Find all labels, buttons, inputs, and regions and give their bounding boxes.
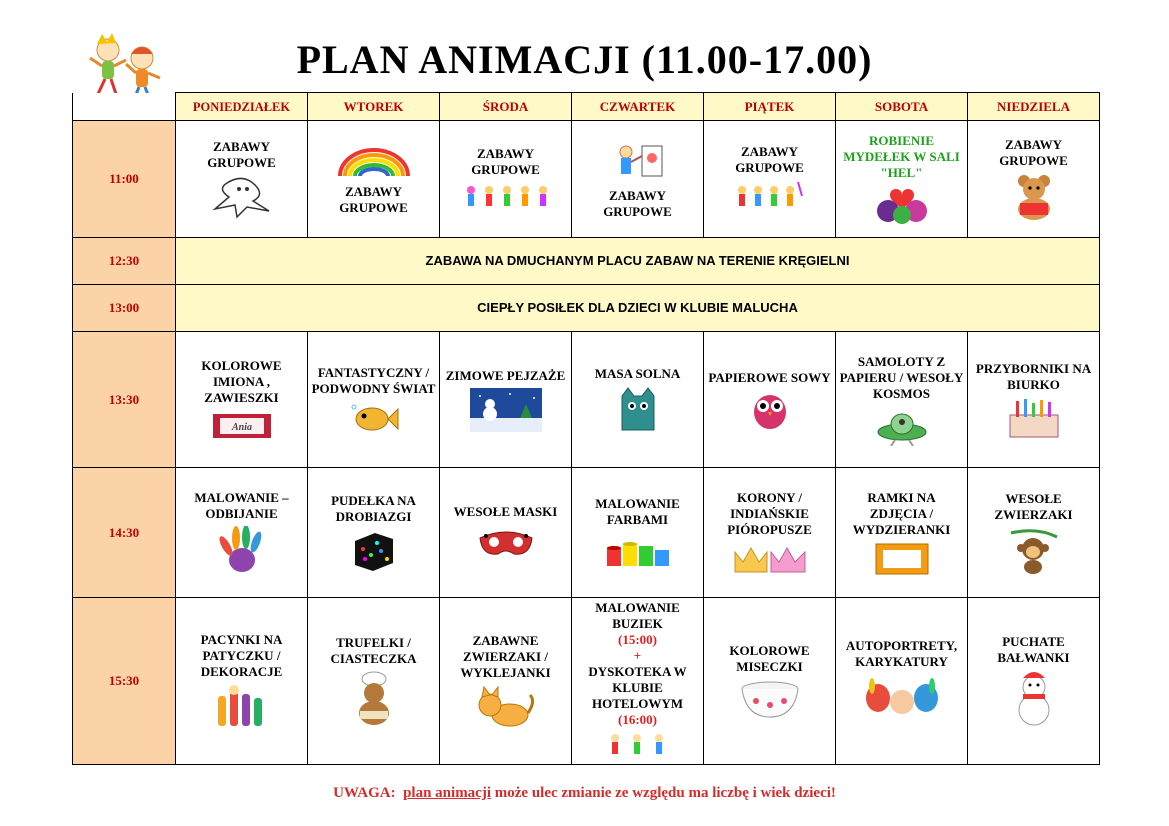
activity-label: PAPIEROWE SOWY [708, 369, 831, 385]
activity-cell [836, 332, 968, 468]
activity-cell [836, 468, 968, 598]
band-1230: ZABAWA NA DMUCHANYM PLACU ZABAW NA TERENIE KRĘGIELNI [176, 238, 1100, 285]
activity-label: ZABAWY GRUPOWE [735, 144, 804, 175]
time-note: (15:00) [618, 632, 657, 647]
activity-cell [704, 468, 836, 598]
activity-cell [704, 332, 836, 468]
activity-cell [968, 468, 1100, 598]
activity-label: WESOŁE ZWIERZAKI [994, 490, 1073, 522]
activity-cell [176, 598, 308, 765]
activity-cell [572, 332, 704, 468]
ufo-icon [875, 406, 929, 446]
ladybug-mask-icon [476, 524, 536, 562]
activity-label: ZABAWY GRUPOWE [999, 137, 1068, 168]
activity-cell [176, 121, 308, 238]
activity-cell [308, 332, 440, 468]
day-header-saturday: SOBOTA [836, 93, 968, 121]
days-header-row [73, 93, 1100, 121]
bowl-icon [738, 679, 802, 719]
row-1230 [73, 238, 1100, 285]
activity-cell [836, 598, 968, 765]
paper-crowns-icon [733, 542, 807, 576]
warning-note [0, 785, 1169, 802]
activity-cell [440, 468, 572, 598]
rainbow-kids-icon [334, 146, 414, 178]
activity-label: KORONY / INDIAŃSKIE PIÓROPUSZE [727, 489, 812, 537]
monkey-icon [1007, 527, 1061, 575]
row-1100 [73, 121, 1100, 238]
activity-cell [968, 121, 1100, 238]
activity-label: ZABAWY GRUPOWE [471, 146, 540, 177]
pencil-holder-icon [1004, 397, 1064, 439]
time-label: 13:00 [73, 285, 176, 332]
salt-dough-cat-icon [616, 386, 660, 434]
activity-label: PRZYBORNIKI NA BIURKO [975, 360, 1092, 392]
activity-cell [704, 121, 836, 238]
plus-sign: + [633, 648, 642, 663]
time-label: 15:30 [73, 598, 176, 765]
note-prefix: UWAGA: [333, 785, 396, 801]
activity-label: ZABAWY GRUPOWE [339, 184, 408, 215]
baker-bear-icon [346, 671, 402, 727]
time-label: 13:30 [73, 332, 176, 468]
activity-cell [440, 598, 572, 765]
gift-box-icon [351, 529, 397, 573]
activity-cell [572, 468, 704, 598]
activity-cell [308, 468, 440, 598]
activity-label: ZABAWY GRUPOWE [207, 139, 276, 170]
stick-puppets-icon [212, 684, 272, 730]
row-1300 [73, 285, 1100, 332]
activity-label: PUCHATE BAŁWANKI [997, 634, 1070, 665]
children-playing-icon [461, 182, 551, 212]
row-1530 [73, 598, 1100, 765]
day-header-sunday: NIEDZIELA [968, 93, 1100, 121]
painted-hands-icon [864, 674, 940, 724]
activity-label: ZABAWNE ZWIERZAKI / WYKLEJANKI [460, 633, 551, 680]
activity-label: AUTOPORTRETY, KARYKATURY [845, 638, 958, 669]
time-label: 12:30 [73, 238, 176, 285]
activity-label: KOLOROWE IMIONA , ZAWIESZKI [201, 357, 282, 405]
activity-cell [572, 121, 704, 238]
children-dancing-icon [732, 180, 808, 214]
activity-label: PUDEŁKA NA DROBIAZGI [331, 492, 416, 524]
activity-label: RAMKI NA ZDJĘCIA / WYDZIERANKI [852, 489, 951, 537]
time-label: 11:00 [73, 121, 176, 238]
note-text: może ulec zmianie ze względu ma liczbę i wiek dzieci! [494, 785, 836, 801]
name-tag-icon [212, 410, 272, 442]
activity-label: MALOWANIE – ODBIJANIE [194, 489, 289, 521]
activity-label: PACYNKI NA PATYCZKU / DEKORACJE [200, 632, 283, 679]
row-1330 [73, 332, 1100, 468]
fish-icon [348, 401, 400, 435]
activity-label: KOLOROWE MISECZKI [729, 643, 810, 674]
day-header-monday: PONIEDZIAŁEK [176, 93, 308, 121]
activity-label: MASA SOLNA [594, 365, 681, 381]
activity-cell [572, 598, 704, 765]
activity-cell [176, 468, 308, 598]
day-header-wednesday: ŚRODA [440, 93, 572, 121]
activity-cell [308, 598, 440, 765]
activity-label: MALOWANIE BUZIEK [595, 600, 680, 631]
day-header-thursday: CZWARTEK [572, 93, 704, 121]
child-painting-icon [608, 142, 668, 184]
paint-pots-icon [603, 532, 673, 570]
activity-cell [836, 121, 968, 238]
snowman-icon [1009, 670, 1059, 728]
activity-cell [176, 332, 308, 468]
activity-label: MALOWANIE FARBAMI [595, 495, 680, 527]
activity-cell [968, 598, 1100, 765]
activity-cell [968, 332, 1100, 468]
soap-hearts-icon [872, 185, 932, 225]
activity-label: ZIMOWE PEJZAŻE [445, 367, 566, 383]
band-1300: CIEPŁY POSIŁEK DLA DZIECI W KLUBIE MALUCHA [176, 285, 1100, 332]
teddy-bear-icon [1006, 173, 1062, 221]
note-link[interactable]: plan animacji [403, 785, 492, 801]
activity-label: TRUFELKI / CIASTECZKA [330, 635, 417, 666]
cat-icon [474, 685, 538, 729]
day-header-friday: PIĄTEK [704, 93, 836, 121]
activity-cell [308, 121, 440, 238]
owl-icon [748, 390, 792, 430]
schedule-table [72, 92, 1100, 765]
disco-label: DYSKOTEKA W KLUBIE HOTELOWYM [588, 664, 687, 711]
row-1430 [73, 468, 1100, 598]
activity-label: SAMOLOTY Z PAPIERU / WESOŁY KOSMOS [839, 353, 964, 401]
hand-print-icon [214, 526, 270, 576]
ghost-icon [207, 175, 277, 219]
name-tag-text: Ania [231, 421, 252, 433]
activity-label: ROBIENIE MYDEŁEK W SALI "HEL" [843, 133, 960, 180]
activity-cell [704, 598, 836, 765]
day-header-tuesday: WTOREK [308, 93, 440, 121]
corner-cell [73, 93, 176, 121]
activity-label: FANTASTYCZNY / PODWODNY ŚWIAT [311, 364, 436, 396]
dancing-kids-icon [603, 732, 673, 762]
activity-cell [440, 332, 572, 468]
time-note: (16:00) [618, 712, 657, 727]
page-title: PLAN ANIMACJI (11.00-17.00) [296, 37, 873, 82]
activity-label: ZABAWY GRUPOWE [603, 188, 672, 219]
activity-label: WESOŁE MASKI [453, 503, 558, 519]
photo-frame-icon [874, 542, 930, 576]
time-label: 14:30 [73, 468, 176, 598]
activity-cell [440, 121, 572, 238]
winter-landscape-icon [470, 388, 542, 432]
